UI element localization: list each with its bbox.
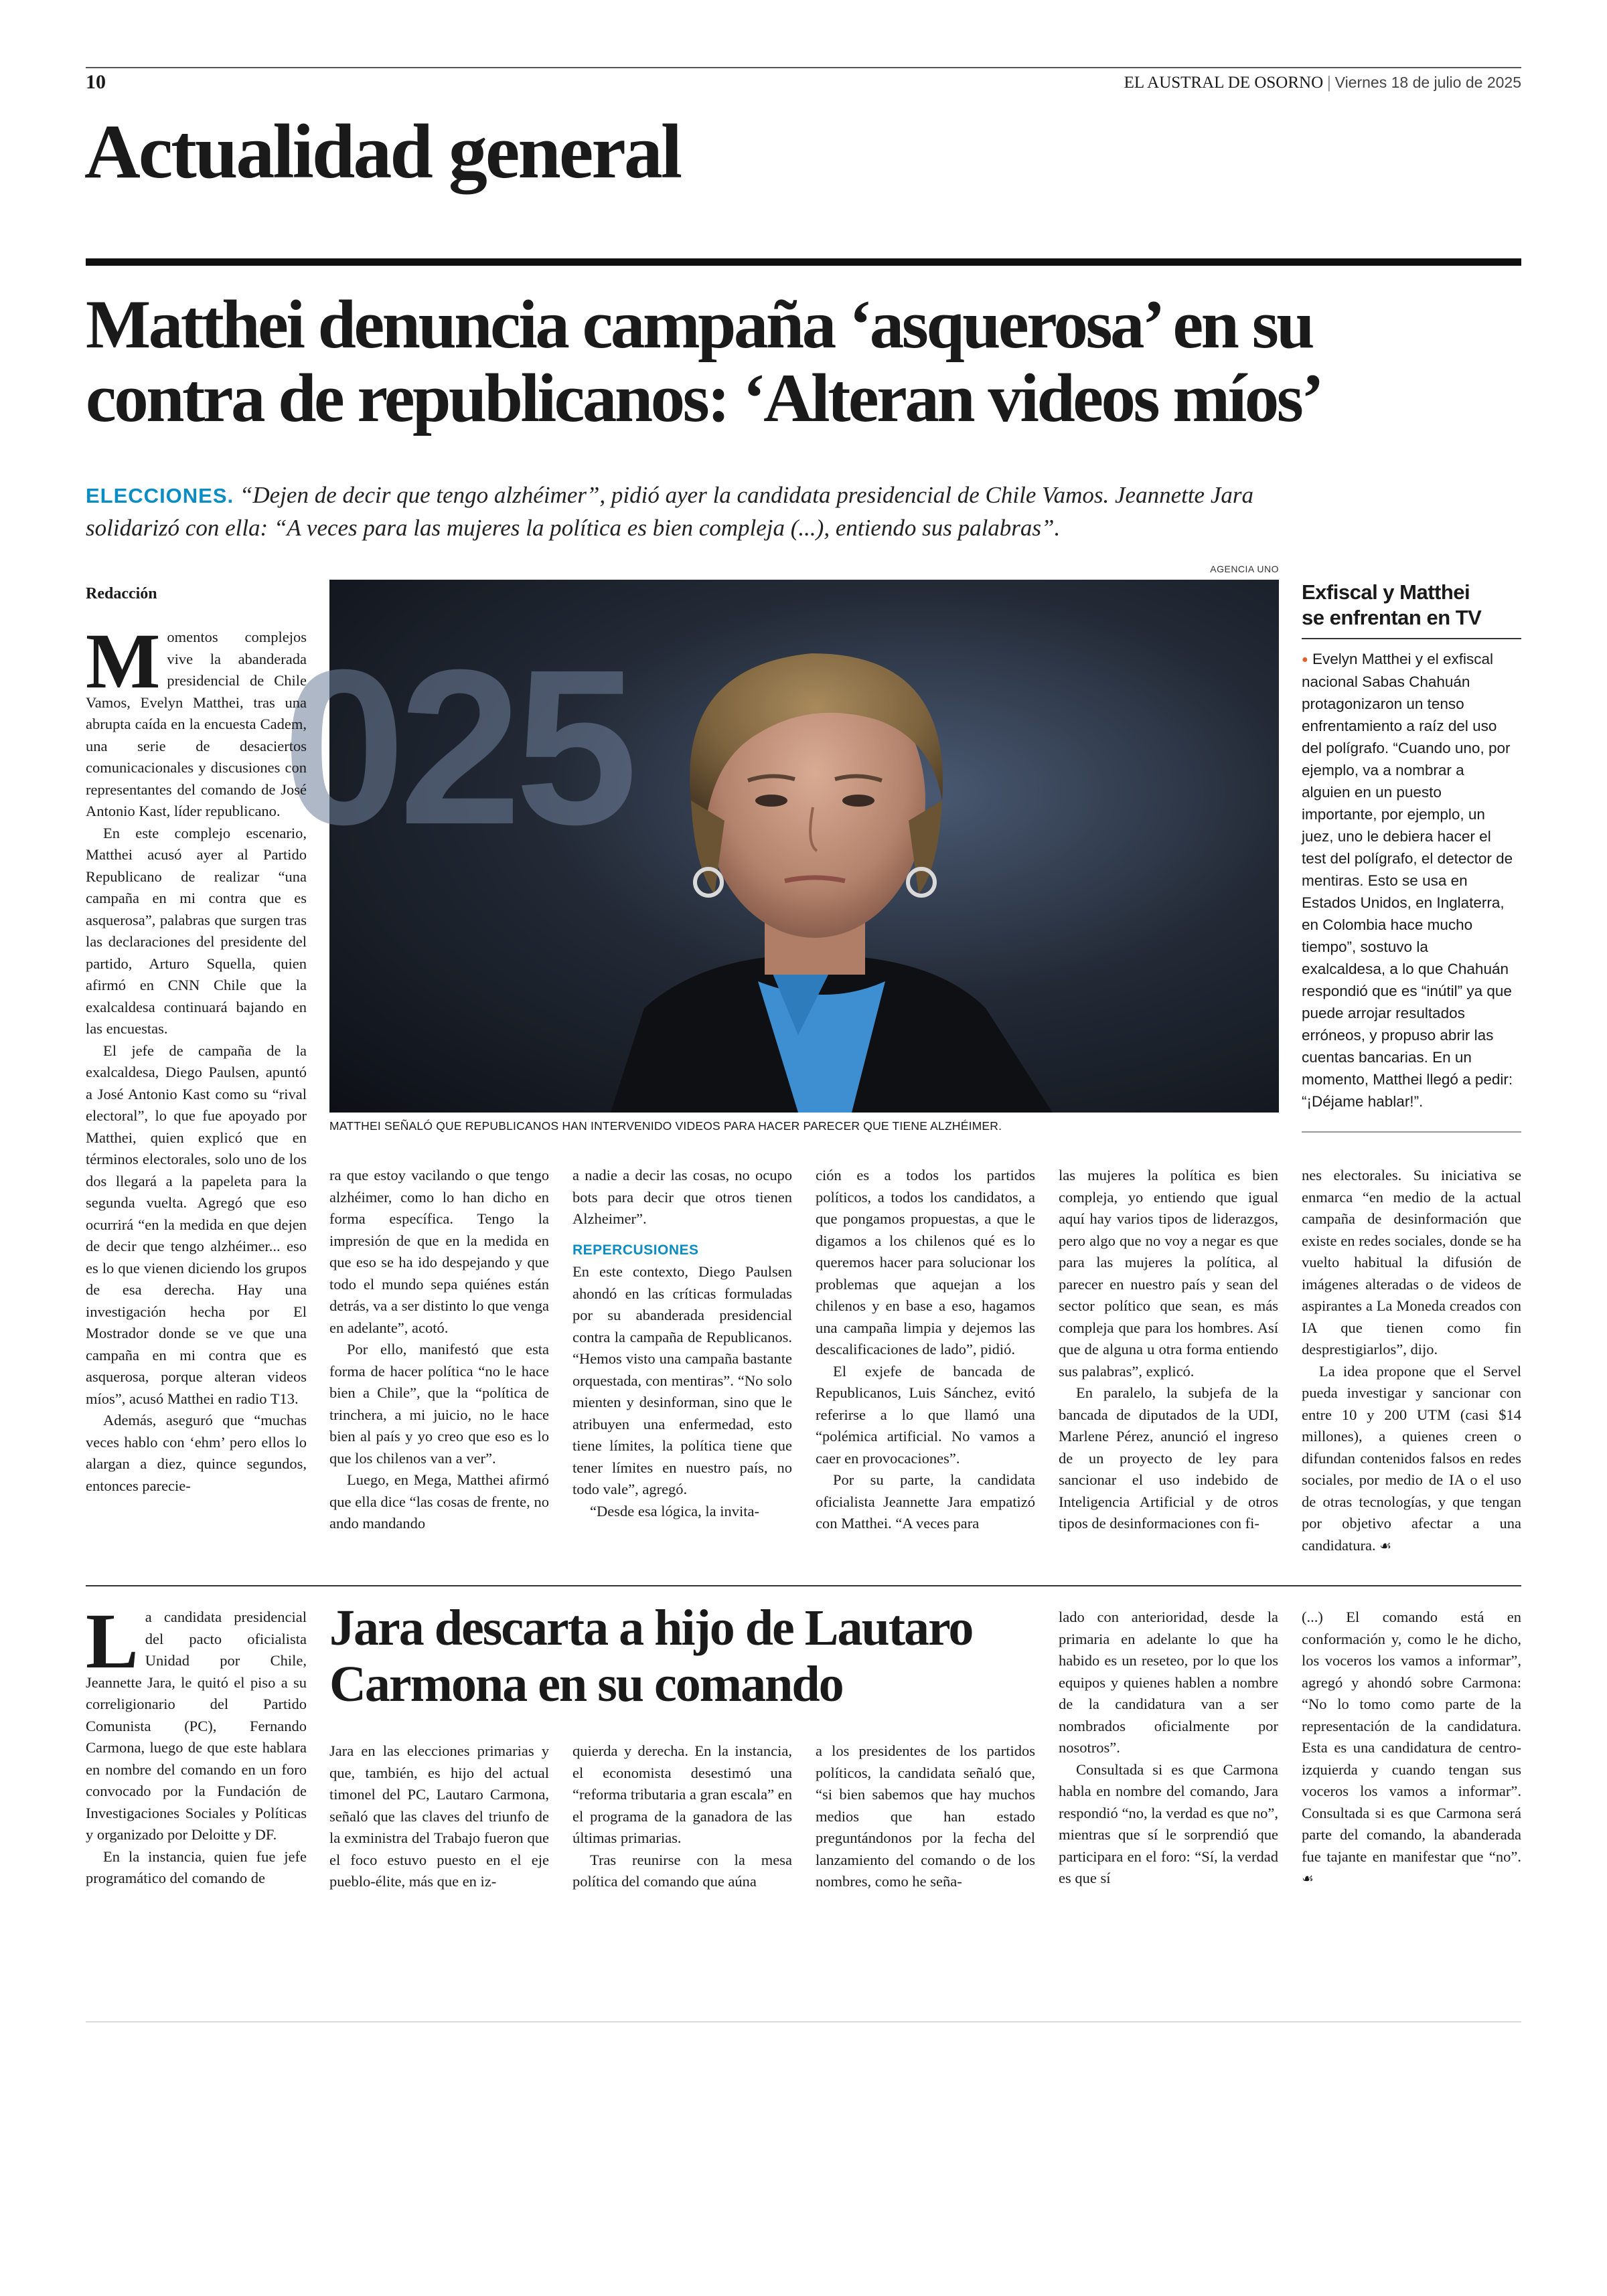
paragraph: Momentos complejos vive la abanderada presidencial de Chile Vamos, Evelyn Matthei, tras una abrupta caída en la encuesta Cadem, una serie de desaciertos comunicacionales y discusiones con representantes del comando de José Antonio Kast, líder republicano.: [86, 617, 307, 819]
paragraph: La idea propone que el Servel pueda investigar y sancionar con entre 10 y 200 UTM (casi $14 millones), a quienes creen o difundan contenidos falsos en redes sociales, por medio de IA o el uso de otras tecnologías, y que tengan por objetivo afectar a una candidatura. ☙: [1302, 1362, 1521, 1554]
main-col-1: [86, 617, 307, 1497]
second-col-5: [1059, 1607, 1278, 1890]
main-col-2: [329, 1165, 549, 1535]
lead-line-1: [86, 479, 1525, 512]
paragraph: a los presidentes de los partidos políticos, la candidata señaló que, “si bien sabemos que hay muchos medios que han estado preguntándonos por la fecha del lanzamiento del comando o de los nombres, como he seña-: [816, 1742, 1035, 1890]
top-rule: [86, 67, 1521, 68]
paragraph: ción es a todos los partidos políticos, a todos los candidatos, a que pongamos propuestas, a que le digamos a los chilenos qué es lo queremos hacer para solucionar los problemas que aquejan a los chilenos y en base a eso, hagamos una campaña limpia y dejemos las descalificaciones de lado”, pidió.: [816, 1167, 1035, 1358]
main-headline: [86, 288, 1525, 435]
folio: EL AUSTRAL DE OSORNO | Viernes 18 de julio de 2025: [1124, 74, 1521, 92]
drop-cap: M: [86, 617, 161, 705]
sidebar-title: [1302, 580, 1523, 631]
second-col-4: [816, 1740, 1035, 1893]
portrait-illustration: [329, 580, 1279, 1113]
end-mark-icon: ☙: [1379, 1537, 1392, 1554]
paragraph: Jara en las elecciones primarias y que, también, es hijo del actual timonel del PC, Lautaro Carmona, señaló que las claves del triunfo de la exministra del Trabajo fueron que el foco estuvo puesto en el eje pueblo-élite, más que en iz-: [329, 1742, 549, 1890]
second-col-6: [1302, 1607, 1521, 1890]
section-title: Actualidad general: [84, 109, 681, 195]
paragraph: El jefe de campaña de la exalcaldesa, Diego Paulsen, apuntó a José Antonio Kast como su “rival electoral”, lo que fue apoyado por Matthei, quien explicó que en términos electorales, solo uno de los dos llegará a la papeleta para la segunda vuelta. Agregó que eso ocurrirá “en la medida en que dejen de decir que tengo alzhéimer... eso es lo que vienen diciendo los grupos de esa derecha. Hay una investigación hecha por El Mostrador donde se ve que una campaña en mi contra que es asquerosa, porque alteran videos míos”, acusó Matthei en radio T13.: [86, 1042, 307, 1407]
page-number: 10: [86, 71, 106, 93]
paragraph: quierda y derecha. En la instancia, el economista desestimó una “reforma tributaria a gran escala” en el programa de la ganadora de las últimas primarias.: [572, 1742, 792, 1846]
lead-text-1: “Dejen de decir que tengo alzhéimer”, pidió ayer la candidata presidencial de Chile Vamos. Jeannette Jara: [239, 482, 1253, 508]
paragraph: a nadie a decir las cosas, no ocupo bots para decir que otros tienen Alzheimer”.: [572, 1167, 792, 1227]
paragraph: El exjefe de bancada de Republicanos, Luis Sánchez, evitó referirse a lo que llamó una “polémica artificial. No vamos a caer en provocaciones”.: [816, 1362, 1035, 1467]
paragraph: lado con anterioridad, desde la primaria en adelante lo que ha habido es un reseteo, por lo que los equipos y quienes hablen a nombre de la candidatura van a ser nombrados oficialmente por nosotros”.: [1059, 1609, 1278, 1756]
lead-text-2: solidarizó con ella: “A veces para las mujeres la política es bien compleja (...), entiendo sus palabras”.: [86, 515, 1061, 541]
paragraph: Tras reunirse con la mesa política del comando que aúna: [572, 1851, 792, 1890]
sidebar-text: [1302, 648, 1515, 1113]
second-col-3: [572, 1740, 792, 1893]
article-divider: [86, 1585, 1521, 1586]
drop-cap-l: L: [86, 1597, 139, 1685]
section-rule: [86, 258, 1521, 266]
paragraph: En la instancia, quien fue jefe programático del comando de: [86, 1848, 307, 1886]
photo-caption: MATTHEI SEÑALÓ QUE REPUBLICANOS HAN INTERVENIDO VIDEOS PARA HACER PARECER QUE TIENE ALZHÉIMER.: [329, 1119, 1002, 1133]
headline-line-2: contra de republicanos: ‘Alteran videos míos’: [86, 360, 1322, 436]
main-col-5: [1059, 1165, 1278, 1535]
main-photo: [283, 580, 1279, 1113]
headline-line-1: Matthei denuncia campaña ‘asquerosa’ en su: [86, 286, 1313, 363]
subhead-repercusiones: REPERCUSIONES: [572, 1242, 699, 1258]
paragraph: En este complejo escenario, Matthei acusó ayer al Partido Republicano de realizar “una campaña en mi contra que es asquerosa”, palabras que surgen tras las declaraciones del presidente del partido, Arturo Squella, quien afirmó en CNN Chile que la exalcaldesa continuará bajando en las encuestas.: [86, 824, 307, 1037]
main-col-3: [572, 1165, 792, 1522]
second-headline-line-1: Jara descarta a hijo de Lautaro: [329, 1600, 973, 1656]
paragraph: Por ello, manifestó que esta forma de hacer política “no le hace bien a Chile”, que la “política de trinchera, a mi juicio, no le hace bien al país y yo creo que eso es lo que los chilenos van a ver”.: [329, 1341, 549, 1467]
paragraph: Luego, en Mega, Matthei afirmó que ella dice “las cosas de frente, no ando mandando: [329, 1471, 549, 1532]
paragraph: Además, aseguró que “muchas veces hablo con ‘ehm’ pero ellos lo alargan a diez, quince segundos, entonces parecie-: [86, 1412, 307, 1494]
newspaper-name: EL AUSTRAL DE OSORNO: [1124, 74, 1324, 92]
paragraph: (...) El comando está en conformación y, como le he dicho, los voceros los vamos a informar”, agregó y ahondó sobre Carmona: “No lo tomo como parte de la representación de la candidatura. Esta es una candidatura de centro-izquierda y cuando tengan sus voceros los vamos a informar”. Consultada si es que Carmona será parte del comando, la abanderada fue tajante en manifestar que “no”. ☙: [1302, 1609, 1521, 1886]
issue-date: Viernes 18 de julio de 2025: [1334, 74, 1521, 91]
paragraph: nes electorales. Su iniciativa se enmarca “en medio de la actual campaña de desinformación que existe en redes sociales, donde se ha vuelto habitual la difusión de imágenes alteradas o de videos de aspirantes a La Moneda creados con IA que tienen como fin desprestigiarlos”, dijo.: [1302, 1167, 1521, 1358]
sidebar-rule-bottom: [1302, 1131, 1521, 1133]
paragraph: “Desde esa lógica, la invita-: [590, 1502, 760, 1520]
paragraph: La candidata presidencial del pacto oficialista Unidad por Chile, Jeannette Jara, le quitó el piso a su correligionario del Partido Comunista (PC), Fernando Carmona, luego de que este hablara en nombre del comando en un foro convocado por la Fundación de Investigaciones Sociales y Políticas y organizado por Deloitte y DF.: [86, 1597, 307, 1843]
main-col-6: [1302, 1165, 1521, 1556]
bullet-icon: ●: [1302, 654, 1308, 665]
sidebar-title-line-1: Exfiscal y Matthei: [1302, 580, 1470, 604]
second-headline: [329, 1600, 1039, 1712]
paragraph: ra que estoy vacilando o que tengo alzhéimer, como lo han dicho en forma específica. Tengo la impresión de que en la medida en que eso se ha ido despejando y que todo el mundo sepa quiénes están detrás, va a ser distinto lo que venga en adelante”, acotó.: [329, 1167, 549, 1336]
second-col-1: [86, 1597, 307, 1890]
end-mark-icon: ☙: [1302, 1870, 1314, 1886]
paragraph: Consultada si es que Carmona habla en nombre del comando, Jara respondió “no, la verdad es que no”, mientras que sí le sorprendió que participara en el foro: “Sí, la verdad es que sí: [1059, 1760, 1278, 1886]
paragraph: En paralelo, la subjefa de la bancada de diputados de la UDI, Marlene Pérez, anunció el ingreso de un proyecto de ley para sancionar el uso indebido de Inteligencia Artificial y de otros tipos de desinformaciones con fi-: [1059, 1384, 1278, 1532]
lead-paragraph: [86, 479, 1525, 544]
second-headline-line-2: Carmona en su comando: [329, 1656, 843, 1712]
paragraph: En este contexto, Diego Paulsen ahondó en las críticas formuladas por su abanderada presidencial contra la campaña de Republicanos. “Hemos visto una campaña bastante orquestada, con mentiras”. “No solo mienten y desinforman, sino que le atribuyen una enfermedad, esto tiene límites, la política tiene que tener límites en nuestro país, no todo vale”, agregó.: [572, 1263, 792, 1497]
sidebar-rule-top: [1302, 638, 1521, 639]
photo-credit: AGENCIA UNO: [1210, 564, 1279, 574]
lead-label: ELECCIONES.: [86, 484, 234, 507]
main-col-4: [816, 1165, 1035, 1535]
paragraph: las mujeres la política es bien compleja, yo entiendo que igual aquí hay varios tipos de liderazgos, pero algo que no voy a negar es que para las mujeres la política, al parecer en nuestro país y sean del sector político que sean, es más compleja que para los hombres. Así que de alguna u otra forma entiendo sus palabras”, explicó.: [1059, 1167, 1278, 1380]
sidebar-body: Evelyn Matthei y el exfiscal nacional Sabas Chahuán protagonizaron un tenso enfrentamiento a raíz del uso del polígrafo. “Cuando uno, por ejemplo, va a nombrar a alguien en un puesto importante, por ejemplo, un juez, uno le debiera hacer el test del polígrafo, el detector de mentiras. Esto se usa en Estados Unidos, en Inglaterra, en Colombia hace mucho tiempo”, sostuvo la exalcaldesa, a lo que Chahuán respondió que es “inútil” ya que puede arrojar resultados erróneos, y propuso abrir las cuentas bancarias. En un momento, Matthei llegó a pedir: “¡Déjame hablar!”.: [1302, 651, 1513, 1110]
paragraph: Por su parte, la candidata oficialista Jeannette Jara empatizó con Matthei. “A veces para: [816, 1471, 1035, 1532]
backdrop-number: 025: [283, 623, 631, 870]
second-col-2: [329, 1740, 549, 1893]
byline: Redacción: [86, 585, 157, 602]
sidebar-title-line-2: se enfrentan en TV: [1302, 606, 1482, 629]
